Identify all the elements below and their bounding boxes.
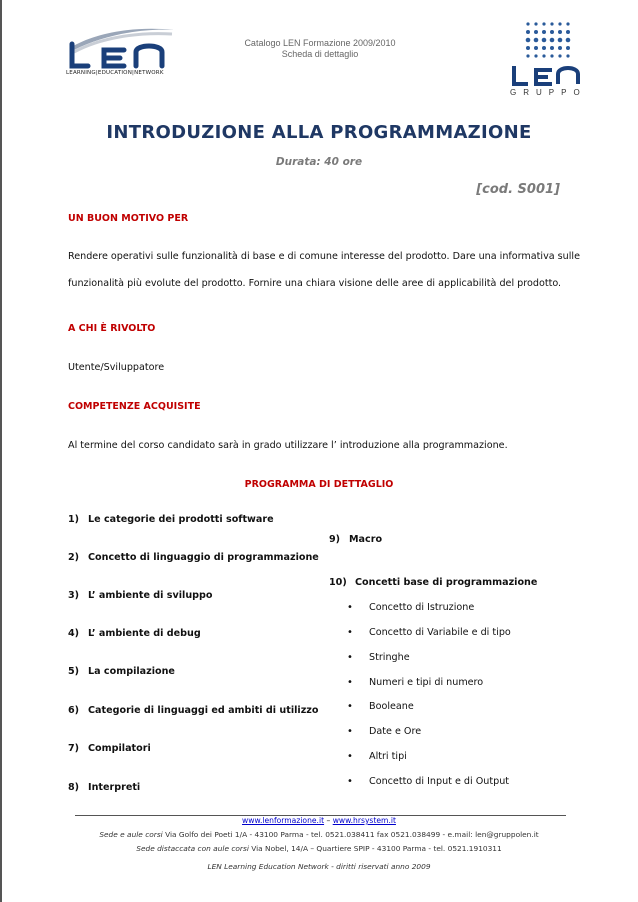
program-item xyxy=(68,552,319,563)
bullet-label: Concetto di Input e di Output xyxy=(369,776,510,787)
competenze-text: Al termine del corso candidato sarà in grado utilizzare l’ introduzione alla programmazione. xyxy=(68,440,508,451)
program-item xyxy=(68,628,201,639)
motivo-text-line-1: Rendere operativi sulle funzionalità di base e di comune interesse del prodotto. Dare una informativa sulle xyxy=(68,251,580,262)
course-code: [cod. S001] xyxy=(476,182,560,197)
program-item xyxy=(329,577,537,588)
program-item xyxy=(68,666,175,677)
bullet-label: Concetto di Variabile e di tipo xyxy=(369,627,511,638)
program-item-label: Concetto di linguaggio di programmazione xyxy=(88,552,319,563)
section-heading-competenze: COMPETENZE ACQUISITE xyxy=(68,401,201,412)
program-item-number: 6) xyxy=(68,705,80,716)
bullet-label: Numeri e tipi di numero xyxy=(369,677,484,688)
footer-sede xyxy=(0,830,638,839)
program-item-label: L’ ambiente di debug xyxy=(88,628,201,639)
bullet-label: Booleane xyxy=(369,701,414,712)
distaccata-label: Sede distaccata con aule corsi xyxy=(136,844,249,853)
bullet-icon: • xyxy=(347,652,353,663)
len-gruppo-dots-icon xyxy=(506,22,586,88)
bullet-icon: • xyxy=(347,701,353,712)
catalog-title: Catalogo LEN Formazione 2009/2010 xyxy=(244,38,396,48)
len-logo xyxy=(66,22,178,82)
footer-links xyxy=(0,816,638,825)
program-bullet xyxy=(347,677,484,688)
program-item-label: La compilazione xyxy=(88,666,175,677)
bullet-label: Date e Ore xyxy=(369,726,422,737)
bullet-label: Concetto di Istruzione xyxy=(369,602,475,613)
program-item xyxy=(68,782,140,793)
program-item-label: Categorie di linguaggi ed ambiti di utilizzo xyxy=(88,705,319,716)
program-item-number: 10) xyxy=(329,577,347,588)
bullet-label: Stringhe xyxy=(369,652,410,663)
program-item xyxy=(68,590,212,601)
section-heading-rivolto: A CHI È RIVOLTO xyxy=(68,323,156,334)
sede-text: Via Golfo dei Poeti 1/A - 43100 Parma - tel. 0521.038411 fax 0521.038499 - e.mail: len@gruppolen.it xyxy=(162,830,539,839)
program-item-label: Interpreti xyxy=(88,782,141,793)
rivolto-text: Utente/Sviluppatore xyxy=(68,362,165,373)
program-bullet xyxy=(347,776,510,787)
footer-sede-distaccata xyxy=(0,844,638,853)
program-item-label: Concetti base di programmazione xyxy=(355,577,538,588)
program-bullet xyxy=(347,751,407,762)
lenformazione-link[interactable]: www.lenformazione.it xyxy=(242,816,325,825)
catalog-header xyxy=(200,38,440,60)
program-bullet xyxy=(347,701,414,712)
program-item-number: 3) xyxy=(68,590,80,601)
motivo-text-line-2: funzionalità più evolute del prodotto. Fornire una chiara visione delle aree di applicabilità del prodotto. xyxy=(68,278,562,289)
program-item-number: 1) xyxy=(68,514,80,525)
program-item xyxy=(68,705,318,716)
program-item xyxy=(329,534,382,545)
bullet-icon: • xyxy=(347,677,353,688)
bullet-icon: • xyxy=(347,627,353,638)
footer-copyright: LEN Learning Education Network - diritti riservati anno 2009 xyxy=(207,862,431,871)
program-bullet xyxy=(347,726,422,737)
program-item-number: 2) xyxy=(68,552,80,563)
program-item xyxy=(68,743,151,754)
len-logo-graphic xyxy=(66,22,178,70)
program-item-number: 8) xyxy=(68,782,80,793)
program-item-label: Macro xyxy=(349,534,383,545)
program-item-label: Le categorie dei prodotti software xyxy=(88,514,274,525)
bullet-icon: • xyxy=(347,602,353,613)
len-logo-tagline: LEARNING|EDUCATION|NETWORK xyxy=(66,70,164,76)
section-heading-motivo: UN BUON MOTIVO PER xyxy=(68,213,189,224)
course-title: INTRODUZIONE ALLA PROGRAMMAZIONE xyxy=(106,122,532,143)
program-item-number: 4) xyxy=(68,628,80,639)
program-item xyxy=(68,514,274,525)
program-bullet xyxy=(347,602,475,613)
bullet-icon: • xyxy=(347,776,353,787)
bullet-label: Altri tipi xyxy=(369,751,407,762)
catalog-subtitle: Scheda di dettaglio xyxy=(281,49,359,59)
program-item-number: 7) xyxy=(68,743,80,754)
footer-link-separator: – xyxy=(326,816,331,825)
program-item-number: 5) xyxy=(68,666,80,677)
programma-heading: PROGRAMMA DI DETTAGLIO xyxy=(244,479,394,490)
program-item-label: L’ ambiente di sviluppo xyxy=(88,590,213,601)
bullet-icon: • xyxy=(347,726,353,737)
len-gruppo-logo xyxy=(506,22,586,102)
course-duration: Durata: 40 ore xyxy=(275,156,363,168)
gruppo-label: GRUPPO xyxy=(510,88,587,97)
program-item-label: Compilatori xyxy=(88,743,151,754)
sede-label: Sede e aule corsi xyxy=(99,830,163,839)
distaccata-text: Via Nobel, 14/A – Quartiere SPIP - 43100 Parma - tel. 0521.1910311 xyxy=(248,844,502,853)
bullet-icon: • xyxy=(347,751,353,762)
program-bullet xyxy=(347,652,410,663)
hrsystem-link[interactable]: www.hrsystem.it xyxy=(332,816,396,825)
program-item-number: 9) xyxy=(329,534,341,545)
program-bullet xyxy=(347,627,511,638)
